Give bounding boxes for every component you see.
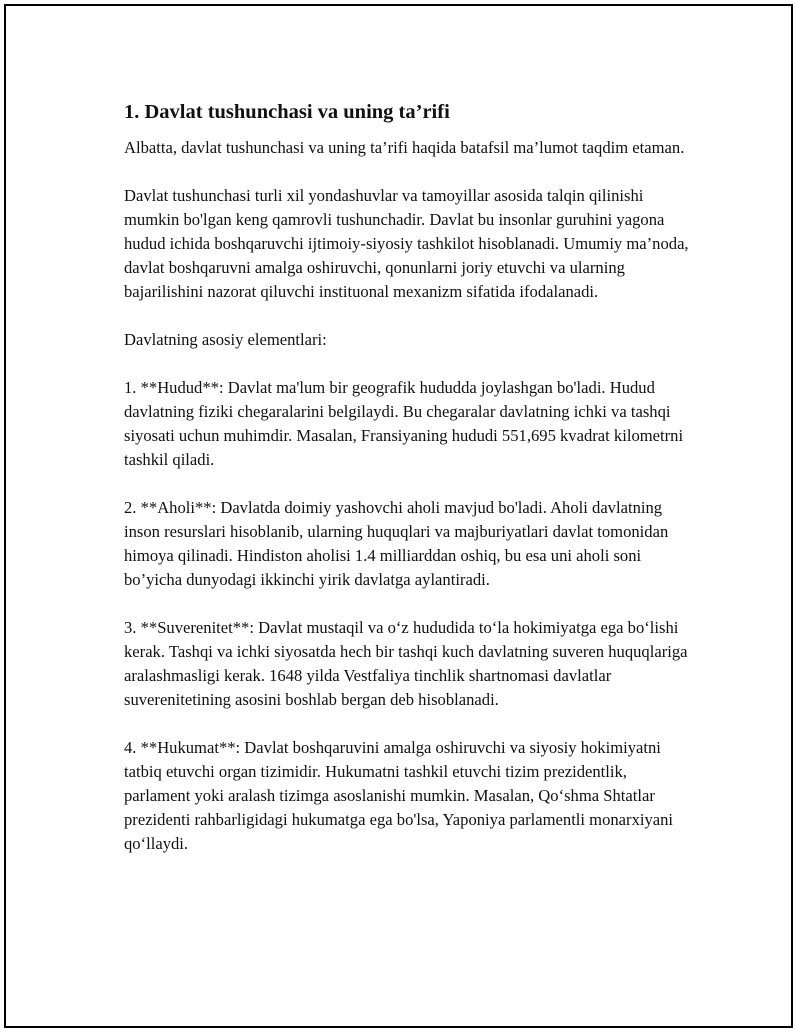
page-title: 1. Davlat tushunchasi va uning ta’rifi bbox=[124, 101, 450, 123]
document-body bbox=[124, 98, 694, 856]
paragraph-definition: Davlat tushunchasi turli xil yondashuvlar va tamoyillar asosida talqin qilinishi mumkin bo'lgan keng qamrovli tushunchadir. Davlat bu insonlar guruhini yagona hudud ichida boshqaruvchi ijtimoiy-siyosiy tashkilot hisoblanadi. Umumiy ma’noda, davlat boshqaruvni amalga oshiruvchi, qonunlarni joriy etuvchi va ularning bajarilishini nazorat qiluvchi instituonal mexanizm sifatida ifodalanadi. bbox=[124, 186, 689, 301]
list-item-government: 4. **Hukumat**: Davlat boshqaruvini amalga oshiruvchi va siyosiy hokimiyatni tatbiq etuvchi organ tizimidir. Hukumatni tashkil etuvchi tizim prezidentlik, parlament yoki aralash tizimga asoslanishi mumkin. Masalan, Qo‘shma Shtatlar prezidenti rahbarligidagi hukumatga ega bo'lsa, Yaponiya parlamentli monarxiyani qo‘llaydi. bbox=[124, 738, 674, 853]
paragraph-elements-heading: Davlatning asosiy elementlari: bbox=[124, 330, 327, 349]
page-border bbox=[4, 4, 793, 1028]
list-item-sovereignty: 3. **Suverenitet**: Davlat mustaqil va o‘z hududida to‘la hokimiyatga ega bo‘lishi kerak. Tashqi va ichki siyosatda hech bir tashqi kuch davlatning suveren huquqlariga aralashmasligi kerak. 1648 yilda Vestfaliya tinchlik shartnomasi davlatlar suverenitetining asosini boshlab bergan deb hisoblanadi. bbox=[124, 618, 688, 709]
list-item-territory: 1. **Hudud**: Davlat ma'lum bir geografik hududda joylashgan bo'ladi. Hudud davlatning fiziki chegaralarini belgilaydi. Bu chegaralar davlatning ichki va tashqi siyosati uchun muhimdir. Masalan, Fransiyaning hududi 551,695 kvadrat kilometrni tashkil qiladi. bbox=[124, 378, 684, 469]
list-item-population: 2. **Aholi**: Davlatda doimiy yashovchi aholi mavjud bo'ladi. Aholi davlatning inson resurslari hisoblanib, ularning huquqlari va majburiyatlari davlat tomonidan himoya qilinadi. Hindiston aholisi 1.4 milliarddan oshiq, bu esa uni aholi soni bo’yicha dunyodagi ikkinchi yirik davlatga aylantiradi. bbox=[124, 498, 669, 589]
paragraph-intro: Albatta, davlat tushunchasi va uning ta’rifi haqida batafsil ma’lumot taqdim etaman. bbox=[124, 138, 685, 157]
